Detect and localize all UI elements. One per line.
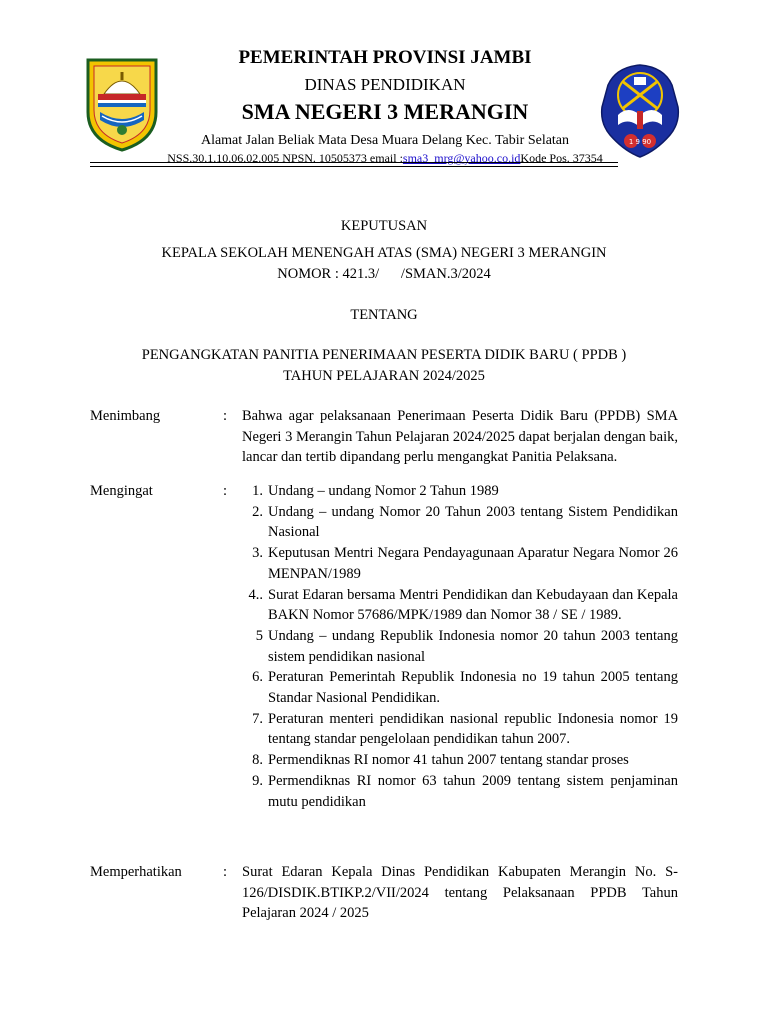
list-item-text: Peraturan menteri pendidikan nasional republic Indonesia nomor 19 tentang standar pengelolaan pendidikan tahun 2007. bbox=[268, 710, 678, 748]
decree-number: NOMOR : 421.3/ /SMAN.3/2024 bbox=[277, 266, 491, 282]
tentang-heading: TENTANG bbox=[350, 307, 418, 323]
menimbang-text: Bahwa agar pelaksanaan Penerimaan Peserta Didik Baru (PPDB) SMA Negeri 3 Merangin Tahun Pelajaran 2024/2025 dapat berjalan dengan baik, lancar dan tertib dipandang perlu mengangkat Panitia Pelaksana. bbox=[242, 408, 678, 466]
letterhead bbox=[150, 46, 620, 166]
government-title: PEMERINTAH PROVINSI JAMBI bbox=[238, 47, 532, 68]
department-title: DINAS PENDIDIKAN bbox=[304, 75, 466, 94]
mengingat-colon: : bbox=[223, 483, 228, 499]
list-item bbox=[0, 543, 768, 584]
list-item-text: Permendiknas RI nomor 63 tahun 2009 tentang sistem penjaminan mutu pendidikan bbox=[268, 772, 678, 810]
list-item-number: 9. bbox=[252, 772, 263, 789]
menimbang-colon: : bbox=[223, 408, 228, 424]
list-item-number: 3. bbox=[252, 545, 263, 562]
list-item-text: Undang – undang Republik Indonesia nomor 20 tahun 2003 tentang sistem pendidikan nasional bbox=[268, 627, 678, 665]
list-item bbox=[0, 667, 768, 708]
decree-subject-line1: PENGANGKATAN PANITIA PENERIMAAN PESERTA DIDIK BARU ( PPDB ) bbox=[141, 347, 627, 363]
list-item bbox=[0, 626, 768, 667]
list-item bbox=[0, 481, 768, 502]
list-item-number: 6. bbox=[252, 669, 263, 686]
decree-subject-line2: TAHUN PELAJARAN 2024/2025 bbox=[283, 368, 485, 384]
memperhatikan-colon: : bbox=[223, 864, 228, 880]
school-name: SMA NEGERI 3 MERANGIN bbox=[241, 99, 529, 124]
letterhead-divider-thick bbox=[90, 162, 618, 163]
menimbang-label: Menimbang bbox=[90, 408, 161, 424]
jambi-province-emblem-icon bbox=[84, 54, 160, 152]
school-address: Alamat Jalan Beliak Mata Desa Muara Delang Kec. Tabir Selatan bbox=[200, 133, 570, 148]
email-link[interactable]: sma3_mrg@yahoo.co.id bbox=[402, 151, 521, 165]
list-item bbox=[0, 585, 768, 626]
list-item-number: 4.. bbox=[248, 586, 263, 603]
letterhead-divider-thin bbox=[90, 166, 618, 167]
mengingat-list bbox=[0, 481, 768, 812]
list-item bbox=[0, 709, 768, 750]
list-item-text: Undang – undang Nomor 20 Tahun 2003 tentang Sistem Pendidikan Nasional bbox=[268, 503, 678, 541]
list-item-text: Peraturan Pemerintah Republik Indonesia no 19 tahun 2005 tentang Standar Nasional Pendidikan. bbox=[268, 669, 678, 707]
memperhatikan-label: Memperhatikan bbox=[90, 864, 182, 880]
list-item bbox=[0, 750, 768, 771]
list-item-text: Undang – undang Nomor 2 Tahun 1989 bbox=[268, 483, 499, 499]
school-emblem-year: 1 9 90 bbox=[628, 138, 652, 146]
school-contact bbox=[120, 150, 650, 166]
postcode-text: Kode Pos. 37354 bbox=[520, 151, 603, 165]
list-item-text: Keputusan Mentri Negara Pendayagunaan Aparatur Negara Nomor 26 MENPAN/1989 bbox=[268, 545, 678, 582]
memperhatikan-text: Surat Edaran Kepala Dinas Pendidikan Kabupaten Merangin No. S-126/DISDIK.BTIKP.2/VII/2024 tentang Pelaksanaan PPDB Tahun Pelajaran 2024 / 2025 bbox=[242, 864, 678, 922]
list-item-number: 1. bbox=[252, 483, 263, 499]
decree-heading: KEPUTUSAN bbox=[340, 218, 428, 234]
list-item-number: 7. bbox=[252, 710, 263, 727]
mengingat-label: Mengingat bbox=[90, 483, 153, 499]
list-item bbox=[0, 771, 768, 812]
list-item bbox=[0, 502, 768, 543]
list-item-text: Permendiknas RI nomor 41 tahun 2007 tentang standar proses bbox=[268, 752, 629, 769]
list-item-number: 2. bbox=[252, 503, 263, 520]
list-item-text: Surat Edaran bersama Mentri Pendidikan dan Kebudayaan dan Kepala BAKN Nomor 57686/MPK/1989 dan Nomor 38 / SE / 1989. bbox=[268, 586, 678, 624]
list-item-number: 5 bbox=[255, 627, 263, 644]
nss-npsn-text: NSS.30.1.10.06.02.005 NPSN. 10505373 email : bbox=[167, 151, 403, 165]
decree-issuer: KEPALA SEKOLAH MENENGAH ATAS (SMA) NEGERI 3 MERANGIN bbox=[161, 245, 607, 261]
list-item-number: 8. bbox=[252, 752, 263, 769]
